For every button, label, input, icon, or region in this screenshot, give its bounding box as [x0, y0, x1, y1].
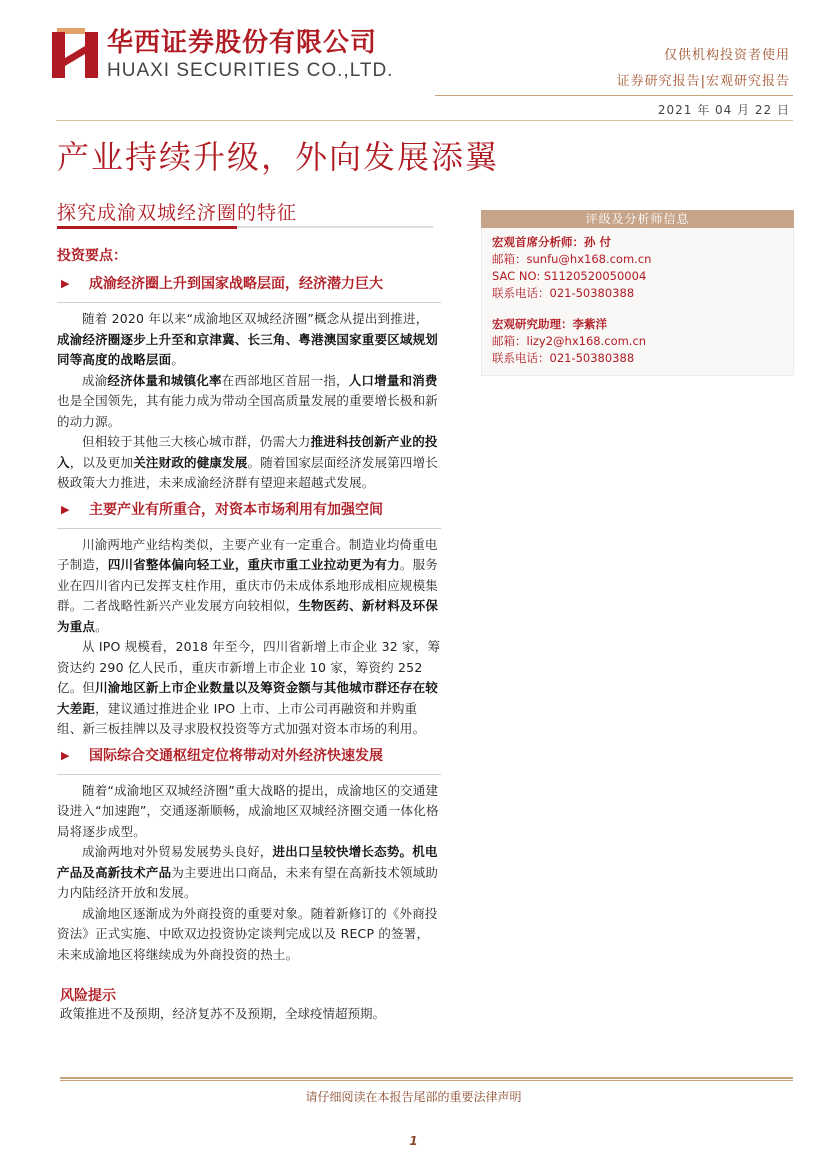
body-text: 成渝: [82, 372, 108, 388]
body-paragraph: [57, 842, 441, 904]
analyst-phone: 联系电话：021-50380388: [492, 286, 635, 300]
section-rule: [57, 302, 441, 303]
body-text: 为主要进出口商品，未来有望在高新技术领域助力内陆经济开放和发展。: [57, 864, 439, 900]
analyst-email: 邮箱：sunfu@hx168.com.cn: [492, 252, 652, 266]
body-paragraph: [57, 904, 441, 966]
body-text: 在西部地区首屈一指，: [221, 372, 349, 388]
emphasis-text: 推进科技创新产业的投入: [57, 434, 438, 470]
audience-label: 仅供机构投资者使用: [663, 48, 790, 63]
body-paragraph: [57, 371, 441, 433]
analyst-box-body: [481, 228, 794, 376]
body-paragraph: [57, 781, 441, 843]
company-name-cn: 华西证券股份有限公司: [107, 28, 378, 58]
body-text: 随着“成渝地区双城经济圈”重大战略的提出，成渝地区的交通建设进入“加速跑”，交通逐渐顺畅，成渝地区双城经济圈交通一体化格局将逐步成型。: [57, 782, 439, 839]
emphasis-text: 关注财政的健康发展: [133, 454, 248, 470]
date-divider: [56, 120, 793, 121]
emphasis-text: 成渝经济圈逐步上升至和京津冀、长三角、粤港澳国家重要区域规划同等高度的战略层面: [57, 331, 439, 367]
analyst-box-header: 评级及分析师信息: [481, 210, 794, 228]
body-text: 但相较于其他三大核心城市群，仍需大力: [82, 434, 311, 449]
body-text: 随着 2020 年以来“成渝地区双城经济圈”概念从提出到推进，: [82, 311, 429, 326]
risk-text: 政策推进不及预期，经济复苏不及预期，全球疫情超预期。: [60, 1006, 386, 1021]
emphasis-text: 四川省整体偏向轻工业，重庆市重工业拉动更为有力: [107, 557, 400, 572]
analyst-role: 宏观研究助理：李紫洋: [492, 317, 607, 331]
legal-notice: 请仔细阅读在本报告尾部的重要法律声明: [305, 1090, 522, 1104]
main-content: [57, 268, 441, 965]
body-paragraph: [57, 432, 441, 494]
page-number: 1: [409, 1134, 418, 1148]
section-bullet-label: 成渝经济圈上升到国家战略层面，经济潜力巨大: [89, 276, 383, 292]
report-type-label: 证券研究报告|宏观研究报告: [616, 74, 790, 89]
company-name-en: HUAXI SECURITIES CO.,LTD.: [107, 60, 394, 81]
footer-divider: [60, 1077, 793, 1079]
analyst-email: 邮箱：lizy2@hx168.com.cn: [492, 334, 647, 348]
risk-heading: 风险提示: [60, 988, 116, 1004]
emphasis-text: 经济体量和城镇化率: [107, 372, 222, 388]
body-text: 川渝两地产业结构类似，主要产业有一定重合。制造业均倚重电子制造，: [57, 536, 438, 572]
emphasis-text: 生物医药、新材料及环保为重点: [57, 598, 439, 634]
emphasis-text: 进出口呈较快增长态势。机电产品及高新技术产品: [57, 844, 438, 880]
huaxi-logo-icon: [52, 28, 98, 78]
bullet-triangle-icon: ▶: [61, 277, 70, 290]
body-text: 成渝地区逐渐成为外商投资的重要对象。随着新修订的《外商投资法》正式实施、中欧双边投资协定谈判完成以及 RECP 的签署，未来成渝地区将继续成为外商投资的热土。: [57, 905, 438, 962]
section-bullet-heading: [57, 744, 441, 768]
body-text: 。服务业在四川省内已发挥支柱作用，重庆市仍未成体系地形成相应规模集群。二者战略性新兴产业发展方向较相似，: [57, 557, 439, 613]
investment-points-heading: 投资要点：: [57, 248, 127, 264]
analyst-phone: 联系电话：021-50380388: [492, 351, 635, 365]
section-bullet-label: 国际综合交通枢纽定位将带动对外经济快速发展: [89, 747, 383, 764]
body-text: 。: [95, 618, 108, 634]
body-text: 也是全国领先，其有能力成为带动全国高质量发展的重要增长极和新的动力源。: [57, 393, 439, 429]
body-text: 。: [171, 352, 185, 367]
section-bullet-heading: [57, 272, 441, 296]
section-rule: [57, 528, 441, 529]
body-paragraph: [57, 309, 441, 371]
analyst-role: 宏观首席分析师：孙 付: [492, 235, 612, 249]
subtitle-divider-accent: [57, 226, 237, 229]
body-paragraph: [57, 535, 441, 638]
emphasis-text: 人口增量和消费: [348, 372, 438, 388]
section-bullet-heading: [57, 498, 441, 522]
body-text: ，建议通过推进企业 IPO 上市、上市公司再融资和并购重组、新三板挂牌以及寻求股权投资等方式加强对资本市场的利用。: [57, 700, 426, 736]
section-rule: [57, 774, 441, 775]
report-subtitle: 探究成渝双城经济圈的特征: [57, 202, 298, 224]
report-date: 2021 年 04 月 22 日: [657, 103, 790, 117]
body-text: ，以及更加: [69, 454, 134, 470]
analyst-info-box: [481, 210, 794, 376]
body-text: 从 IPO 规模看，2018 年至今，四川省新增上市企业 32 家，筹资达约 290 亿人民币，重庆市新增上市企业 10 家，筹资约 252 亿。但: [57, 639, 441, 695]
body-text: 。随着国家层面经济发展第四增长极政策大力推进，未来成渝经济群有望迎来超越式发展。: [57, 454, 439, 490]
body-paragraph: [57, 637, 441, 740]
emphasis-text: 川渝地区新上市企业数量以及筹资金额与其他城市群还存在较大差距: [57, 680, 439, 716]
header-divider: [435, 95, 793, 96]
company-name: [107, 28, 393, 83]
report-title: 产业持续升级，外向发展添翼: [57, 138, 500, 176]
section-bullet-label: 主要产业有所重合，对资本市场利用有加强空间: [89, 501, 383, 518]
analyst-sac: SAC NO: S1120520050004: [492, 269, 647, 283]
bullet-triangle-icon: ▶: [61, 502, 70, 516]
footer-divider-thin: [60, 1080, 793, 1081]
body-text: 成渝两地对外贸易发展势头良好，: [82, 844, 273, 859]
bullet-triangle-icon: ▶: [61, 748, 70, 762]
